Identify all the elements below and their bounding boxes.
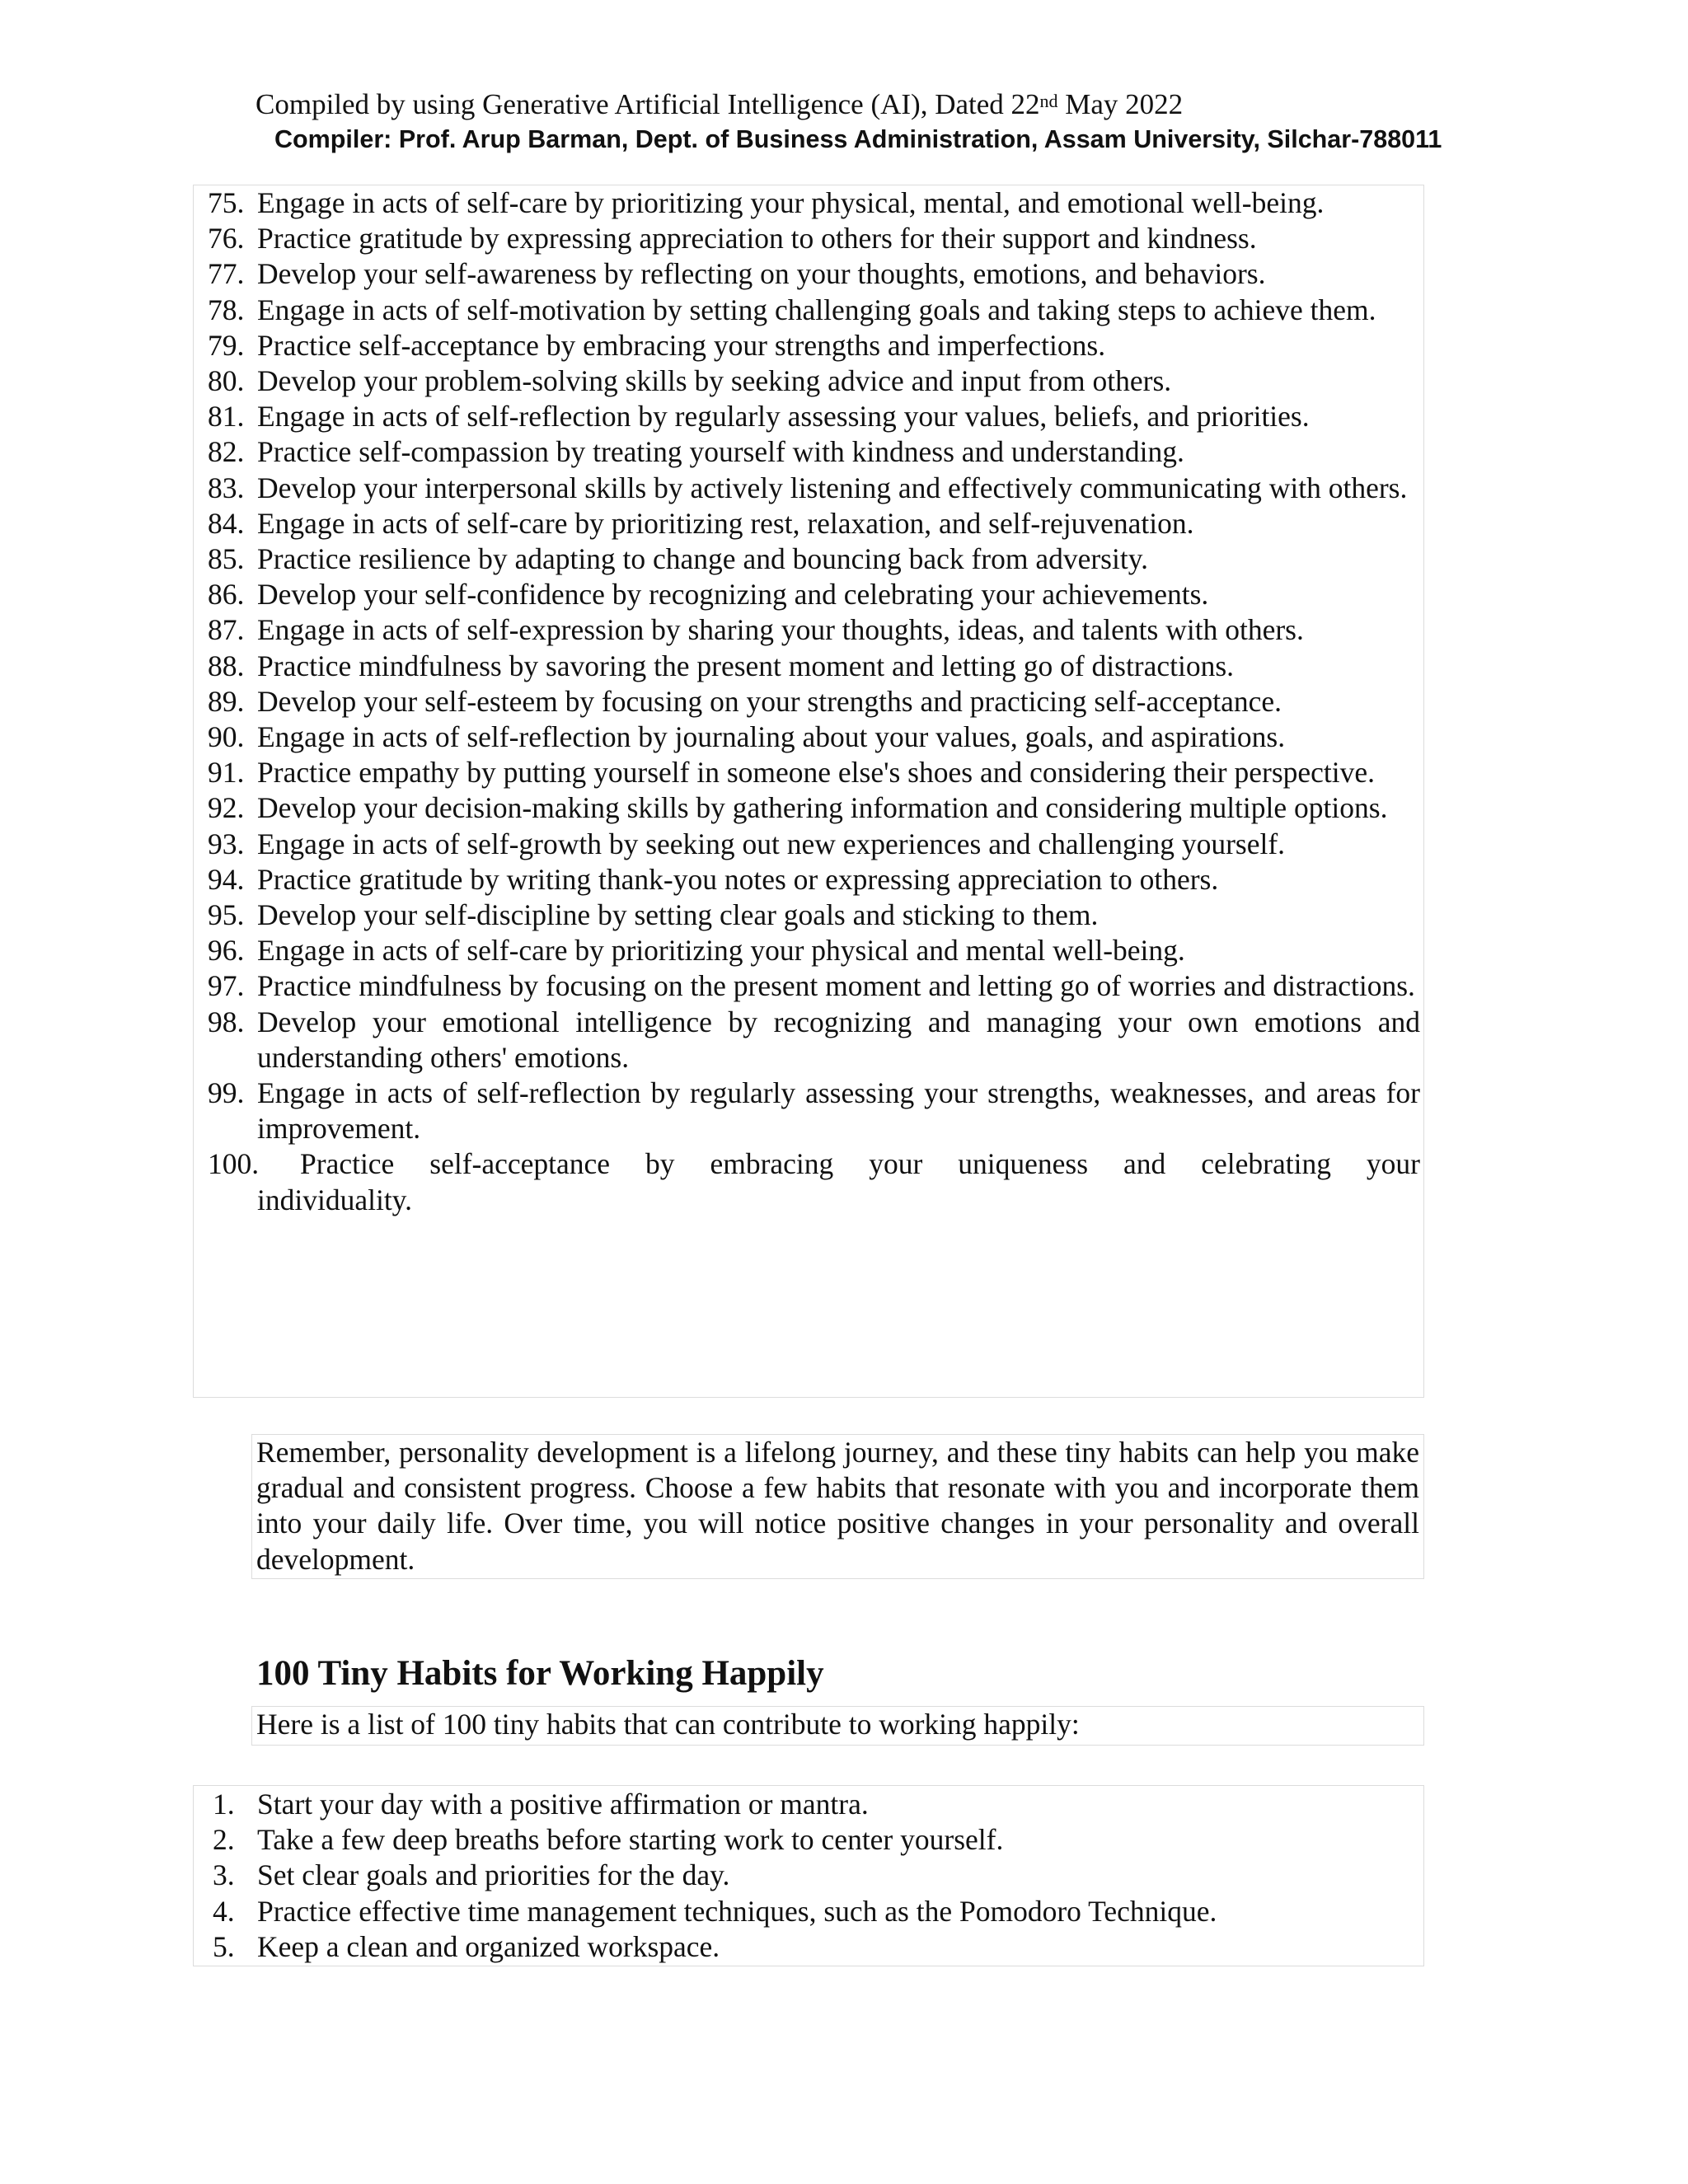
section-heading: 100 Tiny Habits for Working Happily: [256, 1654, 824, 1693]
list-item-text: Engage in acts of self-care by prioritizing your physical, mental, and emotional well-being.: [257, 186, 1325, 219]
list-item: [208, 968, 1420, 1004]
list-item-number: 3.: [213, 1858, 235, 1892]
list-item: [208, 933, 1420, 968]
list-item: [208, 1005, 1420, 1076]
list-item-number: 87.: [208, 613, 245, 647]
list-item-text: Engage in acts of self-motivation by setting challenging goals and taking steps to achieve them.: [257, 293, 1376, 326]
list-item-text: Engage in acts of self-expression by sharing your thoughts, ideas, and talents with others.: [257, 613, 1304, 647]
list-item-text: Practice gratitude by writing thank-you notes or expressing appreciation to others.: [257, 862, 1219, 896]
header-compiled-line: [256, 84, 1183, 125]
list-item: [208, 1858, 1420, 1893]
list-item: [208, 256, 1420, 292]
list-item-text: Practice effective time management techniques, such as the Pomodoro Technique.: [257, 1894, 1217, 1928]
list-item-text: Practice self-compassion by treating yourself with kindness and understanding.: [257, 435, 1184, 469]
list-item: [208, 185, 1420, 221]
list-item: [208, 862, 1420, 898]
habit-list-working-happily: [208, 1787, 1420, 1965]
list-item: [208, 1929, 1420, 1965]
list-item-text: Engage in acts of self-growth by seeking out new experiences and challenging yourself.: [257, 827, 1286, 860]
list-item-number: 94.: [208, 862, 245, 896]
list-item-number: 81.: [208, 400, 245, 434]
list-item-number: 98.: [208, 1005, 245, 1038]
list-item-text: Keep a clean and organized workspace.: [257, 1929, 720, 1963]
list-item-number: 95.: [208, 898, 245, 932]
list-item: [208, 1076, 1420, 1146]
list-item-number: 5.: [213, 1929, 235, 1963]
list-item-number: 89.: [208, 684, 245, 718]
list-item-text: Develop your self-discipline by setting clear goals and sticking to them.: [257, 898, 1099, 932]
list-item: [208, 434, 1420, 470]
list-item: [208, 755, 1420, 790]
list-item: [208, 541, 1420, 577]
list-item-text: Develop your self-awareness by reflecting on your thoughts, emotions, and behaviors.: [257, 257, 1266, 291]
header-date-month-year: May 2022: [1057, 88, 1184, 120]
list-item-text: Engage in acts of self-reflection by regularly assessing your strengths, weaknesses, and areas for improvement.: [257, 1076, 1420, 1146]
list-item-text: Develop your self-confidence by recognizing and celebrating your achievements.: [257, 578, 1209, 612]
list-item: [208, 1146, 1420, 1217]
list-item-number: 84.: [208, 506, 245, 540]
list-item-text: Practice mindfulness by focusing on the present moment and letting go of worries and distractions.: [257, 969, 1415, 1003]
list-item: [208, 577, 1420, 612]
list-item: [208, 328, 1420, 363]
habit-list-personality: [208, 185, 1420, 1218]
list-item-text-continued: individuality.: [257, 1183, 413, 1216]
list-item-number: 2.: [213, 1823, 235, 1857]
list-item: [208, 1894, 1420, 1929]
list-item-number: 92.: [208, 791, 245, 825]
list-item-number: 86.: [208, 578, 245, 612]
list-item-text: Set clear goals and priorities for the day.: [257, 1858, 730, 1892]
list-item-number: 91.: [208, 756, 245, 790]
list-item-number: 75.: [208, 186, 245, 219]
list-item-text: Develop your emotional intelligence by recognizing and managing your own emotions and understanding others' emotions.: [257, 1005, 1420, 1074]
list-item-text: Practice gratitude by expressing appreciation to others for their support and kindness.: [257, 222, 1257, 255]
list-item: [208, 363, 1420, 399]
list-item: [208, 684, 1420, 719]
list-item-text: Develop your decision-making skills by gathering information and considering multiple options.: [257, 791, 1388, 825]
list-item-text: Engage in acts of self-reflection by regularly assessing your values, beliefs, and priorities.: [257, 400, 1310, 434]
list-item-number: 88.: [208, 649, 245, 682]
list-item-number: 77.: [208, 257, 245, 291]
list-item-number: 85.: [208, 542, 245, 576]
list-item: [208, 1787, 1420, 1822]
list-item-number: 99.: [208, 1076, 245, 1110]
list-item-number: 96.: [208, 934, 245, 968]
list-item-number: 93.: [208, 827, 245, 860]
list-item-text: Practice self-acceptance by embracing your uniqueness and celebrating your: [300, 1147, 1420, 1181]
list-item-text: Engage in acts of self-care by prioritizing your physical and mental well-being.: [257, 934, 1185, 968]
list-item-text: Practice self-acceptance by embracing your strengths and imperfections.: [257, 328, 1106, 362]
list-item: [208, 790, 1420, 826]
list-item-number: 82.: [208, 435, 245, 469]
list-item-text: Practice mindfulness by savoring the present moment and letting go of distractions.: [257, 649, 1235, 682]
header-compiled-text: Compiled by using Generative Artificial Intelligence (AI), Dated 22: [256, 88, 1040, 120]
list-item: [208, 719, 1420, 755]
list-item-number: 97.: [208, 969, 245, 1003]
list-item-number: 79.: [208, 328, 245, 362]
list-item: [208, 1822, 1420, 1858]
list-item-number: 78.: [208, 293, 245, 326]
list-item-number: 1.: [213, 1788, 235, 1821]
list-item-text: Develop your interpersonal skills by actively listening and effectively communicating with others.: [257, 471, 1408, 504]
list-item-text: Develop your problem-solving skills by seeking advice and input from others.: [257, 364, 1172, 398]
list-item: [208, 612, 1420, 648]
list-item-text: Start your day with a positive affirmation or mantra.: [257, 1788, 869, 1821]
list-item: [208, 293, 1420, 328]
list-item: [208, 827, 1420, 862]
list-item-number: 100.: [208, 1147, 260, 1181]
list-item: [208, 399, 1420, 434]
list-item-number: 76.: [208, 222, 245, 255]
list-item-text: Engage in acts of self-reflection by journaling about your values, goals, and aspirations.: [257, 720, 1286, 754]
list-item-text: Engage in acts of self-care by prioritizing rest, relaxation, and self-rejuvenation.: [257, 506, 1194, 540]
list-item: [208, 649, 1420, 684]
list-item: [208, 471, 1420, 506]
list-item: [208, 221, 1420, 256]
list-item-number: 83.: [208, 471, 245, 504]
list-item: [208, 898, 1420, 933]
list-item-number: 80.: [208, 364, 245, 398]
list-item-number: 4.: [213, 1894, 235, 1928]
list-item-text: Practice empathy by putting yourself in someone else's shoes and considering their perspective.: [257, 756, 1376, 790]
list-item: [208, 506, 1420, 541]
closing-remark: Remember, personality development is a lifelong journey, and these tiny habits can help you make gradual and consistent progress. Choose a few habits that resonate with you and incorporate them into your daily life. Over time, you will notice positive changes in your personality and overall development.: [256, 1436, 1419, 1576]
list-item-text: Develop your self-esteem by focusing on your strengths and practicing self-acceptance.: [257, 684, 1282, 718]
header-compiler-line: Compiler: Prof. Arup Barman, Dept. of Business Administration, Assam University, Silchar-788011: [274, 125, 1442, 153]
list-item-number: 90.: [208, 720, 245, 754]
list-item-text: Practice resilience by adapting to change and bouncing back from adversity.: [257, 542, 1149, 576]
section-intro: Here is a list of 100 tiny habits that can contribute to working happily:: [256, 1708, 1080, 1741]
list-item-text: Take a few deep breaths before starting work to center yourself.: [257, 1823, 1004, 1857]
header-date-ordinal: nd: [1039, 91, 1058, 111]
